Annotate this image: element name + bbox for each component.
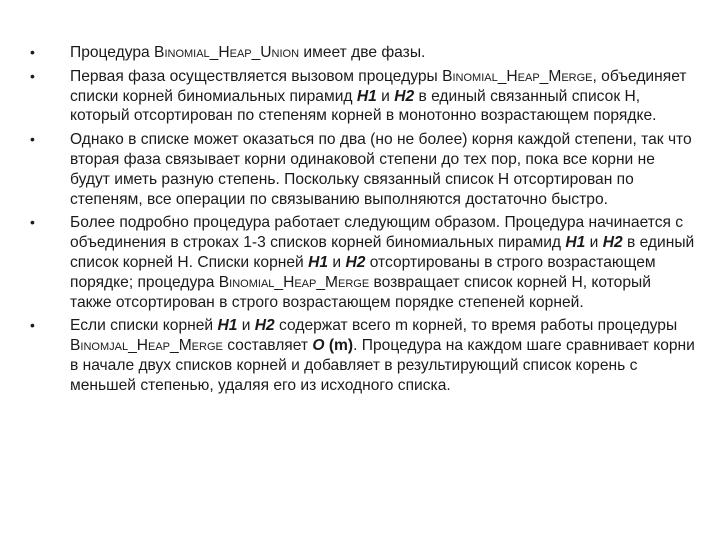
text: , объединяет списки корней биномиальных пирамид <box>70 67 687 105</box>
text: отсортированы в строго возрастающем порядке; процедура <box>70 253 656 291</box>
text: . Процедура на каждом шаге сравнивает корни в начале двух списков корней и добавляет в результирующий список корень с меньшей степенью, удаляя его из исходного списка. <box>70 337 695 394</box>
text: и <box>585 234 603 252</box>
text: Однако в списке может оказаться по два (но не более) корня каждой степени, так что вторая фаза связывает корни одинаковой степени до тех пор, пока все корни не будут иметь разную степень. Поскольку связанный список Н отсортирован по степеням, все операции по связыванию выполняются достаточно быстро. <box>70 131 692 208</box>
bullet-dot-icon: • <box>30 214 35 231</box>
complexity-arg: (m) <box>324 337 354 355</box>
bullet-dot-icon: • <box>30 317 35 334</box>
heap-name: Н1 <box>217 317 238 335</box>
bullet-item-3 <box>30 130 695 209</box>
bullet-item-5 <box>30 316 695 395</box>
heap-name: Н1 <box>308 253 329 271</box>
bullet-dot-icon: • <box>30 44 35 60</box>
complexity-o: O <box>312 337 325 355</box>
bullet-dot-icon: • <box>30 67 35 84</box>
text: Процедура <box>70 44 155 61</box>
procedure-name: Binomjal_Heap_Merge <box>70 337 223 355</box>
heap-name: Н1 <box>565 234 586 252</box>
text: и <box>328 253 346 271</box>
bullet-item-4 <box>30 213 695 312</box>
bullet-item-2 <box>30 67 695 126</box>
text: Первая фаза осуществляется вызовом процедуры <box>70 67 443 85</box>
heap-name: Н2 <box>345 253 366 271</box>
text: содержат всего m корней, то время работы процедуры <box>274 317 678 335</box>
procedure-name: Binomial_Heap_Merge <box>218 273 370 291</box>
procedure-name: Binomial_Heap_Merge <box>442 67 593 85</box>
text: составляет <box>222 337 313 355</box>
text: в единый список корней Н. Списки корней <box>70 234 695 271</box>
procedure-name: Binomial_Heap_Union <box>154 44 300 61</box>
heap-name: Н2 <box>394 87 415 105</box>
text: в единый связанный список Н, который отсортирован по степеням корней в монотонно возрастающем порядке. <box>70 87 657 125</box>
text: Более подробно процедура работает следующим образом. Процедура начинается с объединения в строках 1-3 списков корней биномиальных пирамид <box>70 214 684 252</box>
text: возвращает список корней Н, который также отсортирован в строго возрастающем порядке степеней корней. <box>70 273 651 311</box>
bullet-list <box>30 43 695 400</box>
text: Если списки корней <box>70 317 218 335</box>
text: и <box>237 317 255 335</box>
text: имеет две фазы. <box>299 44 426 61</box>
bullet-dot-icon: • <box>30 131 35 148</box>
heap-name: Н2 <box>602 234 623 252</box>
text: и <box>376 87 395 105</box>
bullet-item-1 <box>30 43 695 63</box>
heap-name: Н1 <box>356 87 377 105</box>
heap-name: Н2 <box>254 317 275 335</box>
